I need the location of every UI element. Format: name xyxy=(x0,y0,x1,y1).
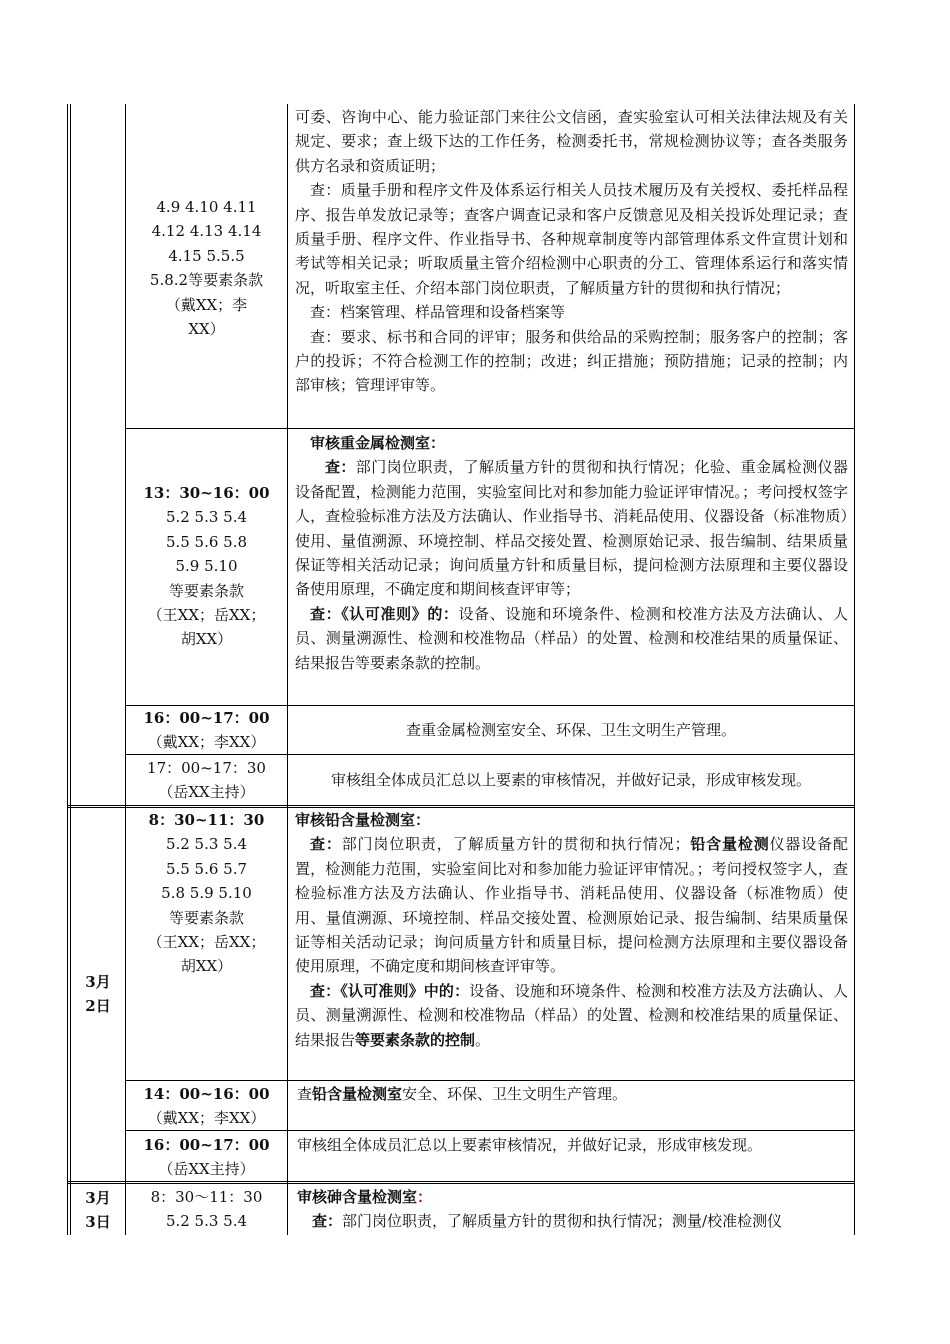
clause-line: 5.5 5.6 5.8 xyxy=(165,532,248,551)
time-cell-row2 xyxy=(126,481,287,652)
row-sep xyxy=(125,428,855,429)
emphasis: 等要素条款的控制 xyxy=(355,1030,476,1049)
paragraph: 可委、咨询中心、能力验证部门来往公文信函，查实验室认可相关法律法规及有关规定、要求；查上级下达的工作任务，检测委托书，常规检测协议等；查各类服务供方名录和资质证明； xyxy=(295,108,848,175)
clause-line: 5.8 5.9 5.10 xyxy=(161,884,252,903)
clause-line: 等要素条款 xyxy=(168,908,244,927)
paragraph: 查：要求、标书和合同的评审；服务和供给品的采购控制；服务客户的控制；客户的投诉；不符合检测工作的控制；改进；纠正措施；预防措施；记录的控制；内部审核；管理评审等。 xyxy=(295,327,848,395)
time-range: 16：00~17：00 xyxy=(143,709,270,727)
auditors: （岳XX主持） xyxy=(158,1160,255,1179)
time-cell-row6 xyxy=(126,1082,287,1131)
date-day: 3日 xyxy=(85,1213,111,1231)
paragraph: 设备、设施和环境条件、检测和校准方法及方法确认、人员、测量溯源性、检测和校准物品（样品）的处置、检测和校准结果的质量保证、结果报告等要素条款的控制。 xyxy=(295,604,848,672)
date-day: 2日 xyxy=(85,997,111,1015)
date-month: 3月 xyxy=(85,973,111,991)
title-colon: ： xyxy=(417,1188,433,1206)
time-range: 8：30~11：30 xyxy=(148,811,265,829)
clause-line: 5.9 5.10 xyxy=(175,557,238,576)
paragraph: 审核组全体成员汇总以上要素的审核情况，并做好记录，形成审核发现。 xyxy=(330,771,811,789)
time-range: 13：30~16：00 xyxy=(143,484,270,502)
time-cell-row7 xyxy=(126,1133,287,1182)
clause-line: 4.15 5.5.5 xyxy=(168,246,245,265)
date-cell-mar3 xyxy=(71,1186,125,1234)
clause-line: 4.12 4.13 4.14 xyxy=(151,222,262,241)
content-cell-row7 xyxy=(297,1133,850,1157)
time-range: 16：00~17：00 xyxy=(143,1136,270,1154)
check-lead: 查：《认可准则》的： xyxy=(310,604,459,623)
paragraph: 查：质量手册和程序文件及体系运行相关人员技术履历及有关授权、委托样品程序、报告单发放记录等；查客户调查记录和客户反馈意见及相关投诉处理记录；查质量手册、程序文件、作业指导书、各种规章制度等内部管理体系文件宣贯计划和考试等相关记录；听取质量主管介绍检测中心职责的分工、管理体系运行和落实情况，听取室主任、介绍本部门岗位职责，了解质量方针的贯彻和执行情况； xyxy=(295,181,848,297)
paragraph: 查 xyxy=(297,1085,313,1103)
paragraph: 安全、环保、卫生文明生产管理。 xyxy=(402,1085,628,1103)
clause-line: 4.9 4.10 4.11 xyxy=(156,198,257,216)
auditors: （戴XX；李XX） xyxy=(147,1109,266,1128)
check-lead: 查： xyxy=(325,458,356,477)
section-title: 审核铅含量检测室： xyxy=(295,811,431,829)
time-cell-row5 xyxy=(126,808,287,979)
content-cell-row3 xyxy=(288,718,854,742)
content-cell-row4 xyxy=(288,768,854,792)
clause-line: 5.2 5.3 5.4 xyxy=(165,1212,248,1231)
auditors: （岳XX主持） xyxy=(158,783,255,802)
lab-name: 铅含量检测 xyxy=(689,835,770,854)
table-border-left-inner xyxy=(70,104,71,1235)
auditors: （王XX；岳XX； xyxy=(147,933,266,952)
time-cell-row4 xyxy=(126,756,287,805)
content-cell-row2 xyxy=(295,431,848,675)
paragraph: 审核组全体成员汇总以上要素审核情况，并做好记录，形成审核发现。 xyxy=(297,1136,763,1154)
paragraph: 部门岗位职责，了解质量方针的贯彻和执行情况；化验、重金属检测仪器设备配置，检测能力范围，实验室间比对和参加能力验证评审情况。；考问授权签字人，查检验标准方法及方法确认、作业指导书、消耗品使用、仪器设备（标准物质）使用、量值溯源、环境控制、样品交接处置、检测原始记录、报告编制、结果质量保证等相关活动记录；询问质量方针和质量目标，提问检测方法原理和主要仪器设备使用原理，不确定度和期间核查评审等； xyxy=(295,458,848,599)
clause-line: 5.8.2等要素条款 xyxy=(149,271,264,290)
paragraph: 部门岗位职责，了解质量方针的贯彻和执行情况；测量/校准检测仪 xyxy=(342,1212,783,1231)
clause-line: 5.5 5.6 5.7 xyxy=(165,859,248,878)
check-lead: 查： xyxy=(310,835,342,854)
row-sep xyxy=(125,1080,855,1081)
paragraph: 查重金属检测室安全、环保、卫生文明生产管理。 xyxy=(405,721,736,739)
day-sep xyxy=(67,1183,855,1184)
content-cell-row1 xyxy=(295,105,848,398)
auditors: XX） xyxy=(188,320,225,339)
time-cell-row1 xyxy=(126,195,287,341)
content-cell-row8 xyxy=(297,1185,850,1234)
punctuation: 。 xyxy=(475,1030,491,1049)
check-lead: 查：《认可准则》中的： xyxy=(310,981,470,1000)
paragraph: 部门岗位职责，了解质量方针的贯彻和执行情况； xyxy=(341,835,690,854)
table-border-right xyxy=(854,104,855,1235)
content-cell-row6 xyxy=(297,1082,850,1106)
paragraph: 仪器设备配置，检测能力范围，实验室间比对和参加能力验证评审情况。；考问授权签字人，查检验标准方法及方法确认、作业指导书、消耗品使用、仪器设备（标准物质）使用、量值溯源、环境控制、样品交接处置、检测原始记录、报告编制、结果质量保证等相关活动记录；询问质量方针和质量目标，提问检测方法原理和主要仪器设备使用原理，不确定度和期间核查评审等。 xyxy=(295,835,848,976)
auditors: （戴XX；李 xyxy=(165,295,248,314)
col-sep-time xyxy=(287,104,288,1235)
auditors: （王XX；岳XX； xyxy=(147,606,266,625)
table-border-left-outer xyxy=(67,104,68,1235)
lab-name: 铅含量检测室 xyxy=(312,1085,403,1103)
auditors: （戴XX；李XX） xyxy=(147,733,266,752)
auditors: 胡XX） xyxy=(180,957,233,976)
date-month: 3月 xyxy=(85,1189,111,1207)
time-range: 8：30～11：30 xyxy=(150,1188,263,1206)
time-cell-row8 xyxy=(126,1185,287,1234)
section-title: 审核重金属检测室： xyxy=(310,434,446,452)
time-range: 14：00~16：00 xyxy=(143,1085,270,1103)
check-lead: 查： xyxy=(312,1212,343,1231)
auditors: 胡XX） xyxy=(180,630,233,649)
clause-line: 5.2 5.3 5.4 xyxy=(165,835,248,854)
paragraph: 设备、设施和环境条件、检测和校准方法及方法确认、人员、测量溯源性、检测和校准物品（样品）的处置、检测和校准结果的质量保证、结果报告 xyxy=(295,981,848,1049)
clause-line: 5.2 5.3 5.4 xyxy=(165,508,248,527)
clause-line: 等要素条款 xyxy=(168,581,244,600)
date-cell-mar2 xyxy=(71,970,125,1018)
section-title: 审核砷含量检测室 xyxy=(297,1188,418,1206)
paragraph: 查：档案管理、样品管理和设备档案等 xyxy=(310,303,566,322)
time-range: 17：00~17：30 xyxy=(147,759,266,777)
day-sep xyxy=(67,805,855,806)
content-cell-row5 xyxy=(295,808,848,1052)
time-cell-row3 xyxy=(126,706,287,755)
